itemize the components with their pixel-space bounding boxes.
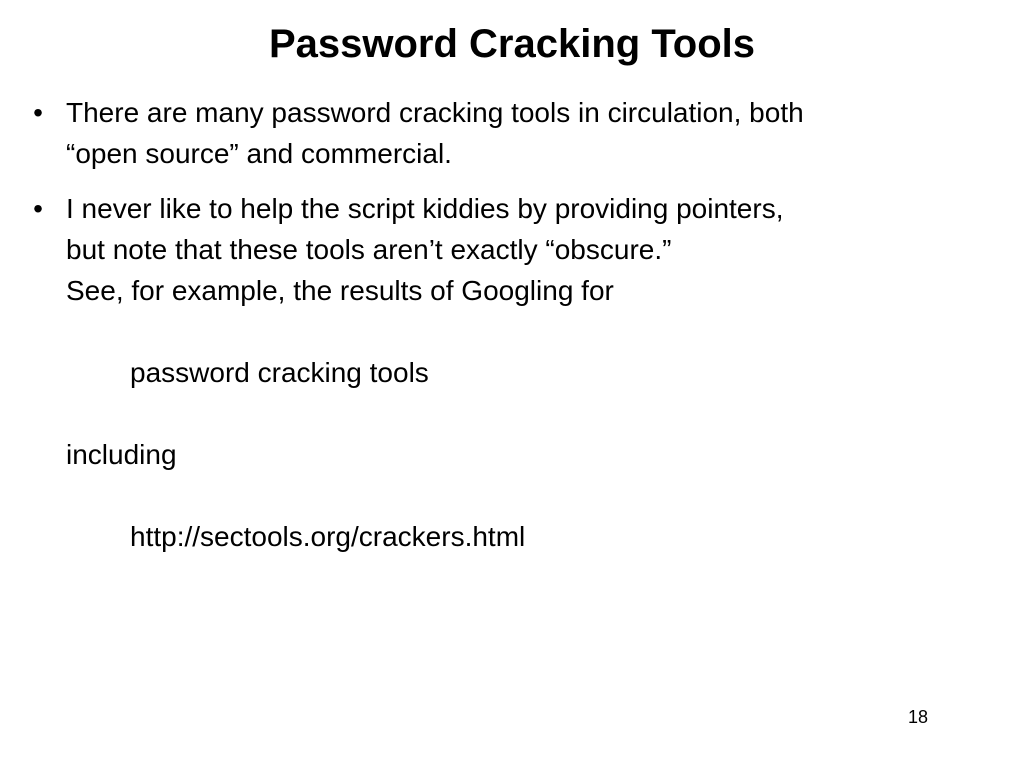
bullet-2-line-1: I never like to help the script kiddies by providing pointers, <box>66 193 784 224</box>
bullet-item-2 <box>28 188 988 557</box>
bullet-marker: • <box>33 97 43 128</box>
slide-title: Password Cracking Tools <box>268 22 756 66</box>
bullet-1-line-1: There are many password cracking tools in circulation, both <box>66 97 804 128</box>
bullet-item-1 <box>28 92 988 174</box>
page-number: 18 <box>908 707 929 727</box>
slide-body <box>28 92 988 557</box>
connector-text: including <box>66 439 177 470</box>
blank-line <box>66 311 988 352</box>
bullet-2-line-3: See, for example, the results of Googling for <box>66 275 614 306</box>
blank-line <box>66 393 988 434</box>
bullet-marker: • <box>33 193 43 224</box>
bullet-2-line-2: but note that these tools aren’t exactly “obscure.” <box>66 234 672 265</box>
blank-line <box>66 475 988 516</box>
search-term: password cracking tools <box>130 357 429 388</box>
sectools-url: http://sectools.org/crackers.html <box>130 521 526 552</box>
bullet-1-line-2: “open source” and commercial. <box>66 138 452 169</box>
